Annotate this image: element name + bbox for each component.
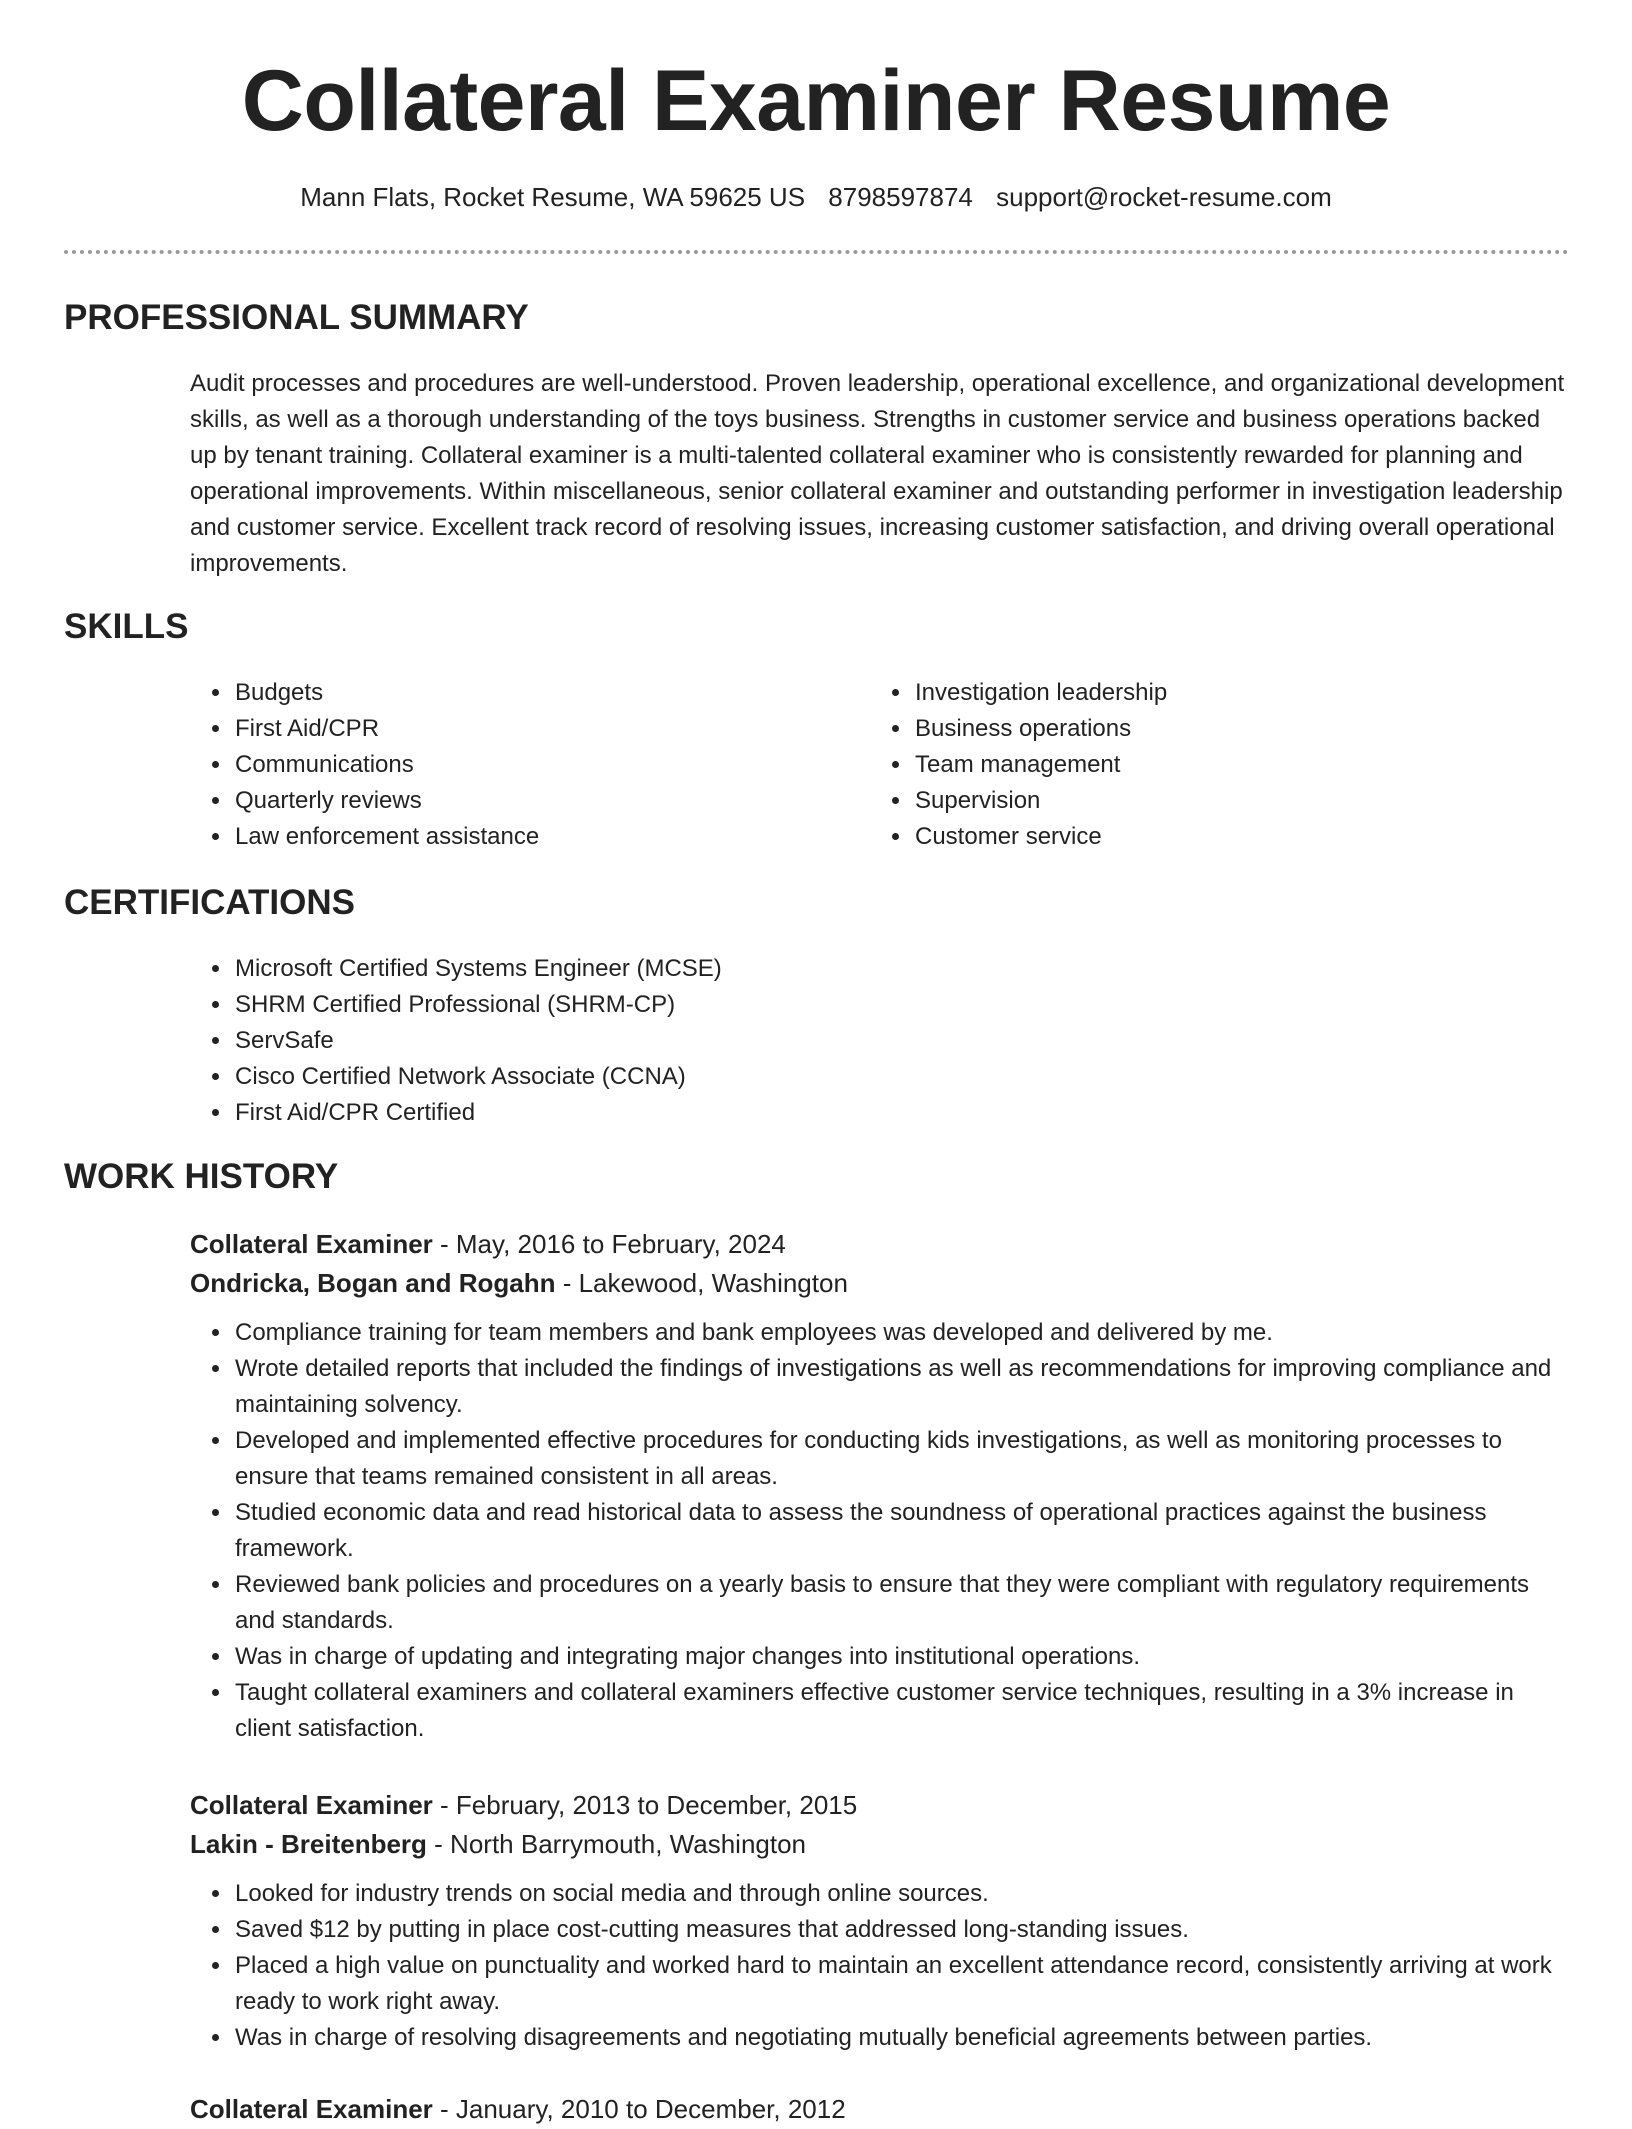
skill-item: • Law enforcement assistance [233, 819, 833, 855]
job-duty: • Developed and implemented effective procedures for conducting kids investigations, as well as monitoring processes to ensure that teams remained consistent in all areas. [233, 1423, 1570, 1495]
job-company-line: Ondricka, Bogan and Rogahn - Lakewood, Washington [190, 1268, 848, 1298]
job-duty: • Wrote detailed reports that included the findings of investigations as well as recommendations for improving compliance and maintaining solvency. [233, 1351, 1570, 1423]
job-dates: May, 2016 to February, 2024 [455, 1229, 786, 1259]
job-duty: • Looked for industry trends on social media and through online sources. [233, 1876, 1570, 1912]
job-duty: • Was in charge of updating and integrating major changes into institutional operations. [233, 1639, 1570, 1675]
skill-item: • Customer service [913, 819, 1513, 855]
job-company-line: Lakin - Breitenberg - North Barrymouth, Washington [190, 1829, 807, 1859]
certification-item: • First Aid/CPR Certified [233, 1095, 1233, 1131]
job-location: Lakewood, Washington [578, 1268, 848, 1298]
job-duty: • Was in charge of resolving disagreements and negotiating mutually beneficial agreements between parties. [233, 2020, 1570, 2056]
header-divider [64, 250, 1569, 254]
summary-text: Audit processes and procedures are well-understood. Proven leadership, operational excellence, and organizational development skills, as well as a thorough understanding of the toys business. Strengths in customer service and business operations backed up by tenant training. Collateral examiner is a multi-talented collateral examiner who is consistently rewarded for planning and operational improvements. Within miscellaneous, senior collateral examiner and outstanding performer in investigation leadership and customer service. Excellent track record of resolving issues, increasing customer satisfaction, and driving overall operational improvements. [190, 370, 1565, 577]
contact-line [0, 182, 1632, 213]
certifications-list [190, 951, 1233, 1131]
certification-item: • ServSafe [233, 1023, 1233, 1059]
skill-item: • Supervision [913, 783, 1513, 819]
certification-item: • SHRM Certified Professional (SHRM-CP) [233, 987, 1233, 1023]
skills-list-left [190, 675, 833, 855]
job-duties-list [190, 1876, 1570, 2056]
job-duty: • Reviewed bank policies and procedures on a yearly basis to ensure that they were compliant with regulatory requirements and standards. [233, 1567, 1570, 1639]
job-entry [190, 1225, 1570, 1747]
job-duty: • Saved $12 by putting in place cost-cutting measures that addressed long-standing issues. [233, 1912, 1570, 1948]
contact-phone: 8798597874 [828, 182, 973, 212]
skill-item: • Investigation leadership [913, 675, 1513, 711]
job-duty: • Taught collateral examiners and collateral examiners effective customer service techniques, resulting in a 3% increase in client satisfaction. [233, 1675, 1570, 1747]
job-entry [190, 1786, 1570, 2056]
summary-heading: PROFESSIONAL SUMMARY [64, 298, 529, 337]
skill-item: • Communications [233, 747, 833, 783]
job-title-line: Collateral Examiner - May, 2016 to February, 2024 [190, 1229, 786, 1259]
contact-address: Mann Flats, Rocket Resume, WA 59625 US [300, 182, 806, 212]
skill-item: • First Aid/CPR [233, 711, 833, 747]
job-entry [190, 2090, 1570, 2129]
job-duties-list [190, 1315, 1570, 1747]
resume-title: Collateral Examiner Resume [241, 53, 1391, 149]
job-role: Collateral Examiner [190, 1790, 433, 1820]
job-role: Collateral Examiner [190, 1229, 433, 1259]
skills-heading: SKILLS [64, 607, 189, 646]
job-role: Collateral Examiner [190, 2094, 433, 2124]
job-duty: • Placed a high value on punctuality and worked hard to maintain an excellent attendance record, consistently arriving at work ready to work right away. [233, 1948, 1570, 2020]
contact-email: support@rocket-resume.com [996, 182, 1332, 212]
job-title-line: Collateral Examiner - January, 2010 to December, 2012 [190, 2094, 846, 2124]
certification-item: • Microsoft Certified Systems Engineer (MCSE) [233, 951, 1233, 987]
certification-item: • Cisco Certified Network Associate (CCNA) [233, 1059, 1233, 1095]
job-location: North Barrymouth, Washington [450, 1829, 807, 1859]
job-company: Ondricka, Bogan and Rogahn [190, 1268, 556, 1298]
skill-item: • Team management [913, 747, 1513, 783]
job-dates: January, 2010 to December, 2012 [455, 2094, 846, 2124]
job-duty: • Studied economic data and read historical data to assess the soundness of operational practices against the business framework. [233, 1495, 1570, 1567]
work-history-heading: WORK HISTORY [64, 1157, 339, 1196]
job-dates: February, 2013 to December, 2015 [455, 1790, 858, 1820]
job-title-line: Collateral Examiner - February, 2013 to December, 2015 [190, 1790, 858, 1820]
job-duty: • Compliance training for team members and bank employees was developed and delivered by me. [233, 1315, 1570, 1351]
skills-list-right [870, 675, 1513, 855]
skill-item: • Business operations [913, 711, 1513, 747]
certifications-heading: CERTIFICATIONS [64, 883, 356, 922]
skill-item: • Quarterly reviews [233, 783, 833, 819]
skill-item: • Budgets [233, 675, 833, 711]
job-company: Lakin - Breitenberg [190, 1829, 427, 1859]
